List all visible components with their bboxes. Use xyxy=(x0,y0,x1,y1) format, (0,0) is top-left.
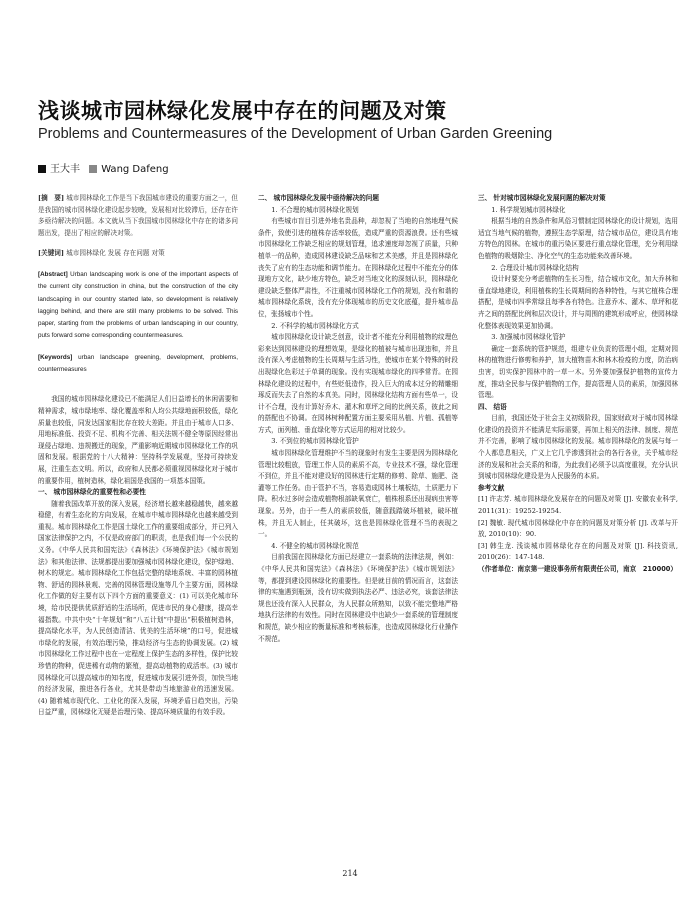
subsection-2-4-paragraph: 目前我国在园林绿化方面已经建立一套系统的法律法规，例如：《中华人民共和国宪法》《森林法》《环境保护法》《城市规划法》等，都提到建设园林绿化的重要性。但是就目前的情况而言，这套法律的实施遇到瓶颈，没有切实做到执法必严、违法必究，该套法律法规也还没有深入人民群众，为人民群众所熟知，以致不能完整地严格地执行法律的有效性。同时在园林建设中也缺少一套系统的管理制度和规范，缺少相应的衡量标准和考核标准，也造成园林绿化行业操作不规范。 xyxy=(258,553,458,643)
section-4-title: 四、 结语 xyxy=(478,402,507,411)
title-zh: 浅谈城市园林绿化发展中存在的问题及对策 xyxy=(38,99,447,123)
square-bullet-icon xyxy=(38,165,46,173)
title-en: Problems and Countermeasures of the Development of Urban Garden Greening xyxy=(38,126,553,142)
author-en: Wang Dafeng xyxy=(101,164,169,175)
keywords-en-text: urban landscape greening, development, problems, countermeasures xyxy=(38,353,238,374)
author-zh: 王大丰 xyxy=(50,164,80,175)
column-1 xyxy=(38,193,238,719)
page-number: 214 xyxy=(342,869,358,878)
subsection-3-1-title: 1. 科学规划城市园林绿化 xyxy=(491,205,566,214)
reference-item: [1] 许志芳. 城市园林绿化发展存在的问题及对策 [J]. 安徽农业科学, 2011(31)：19252-19254. xyxy=(478,495,678,516)
subsection-3-2-title: 2. 合理设计城市园林绿化结构 xyxy=(491,263,579,272)
section-4-paragraph: 目前，我国还处于社会主义初级阶段，国家财政对于城市园林绿化建设的投资并不能满足实际需要，再加上相关的法律、制度、规范并不完善，影响了城市园林绿化的发展。城市园林绿化的发展与每一个人都息息相关，广义上它几乎渗透到社会的各行各业，关乎城市经济的发展和社会关系的和谐，为此我们必须予以高度重视，充分认识到城市园林绿化建设是为人民服务的本质。 xyxy=(478,414,678,481)
keywords-en-label: [Keywords] xyxy=(38,353,73,361)
intro-paragraph: 我国的城市园林绿化建设已不能满足人们日益增长的休闲需要和精神需求，城市绿地率、绿化覆盖率和人均公共绿地面积较低，绿化质量也较低，同发达国家相比存在较大差距。并且由于城市人口多、用地标准低、投资不足、机构不完善、相关法规不健全等原因经常出现侵占绿地、违规搬迁的现象，严重影响近期城市园林绿化工作的巩固和发展。根据党的十八大精神：坚持科学发展观，坚持可持续发展，注重生态文明。所以，政府和人民都必须重视园林绿化对于城市的重要作用，植树造林，绿化祖国是我国的一项基本国策。 xyxy=(38,395,238,485)
column-2 xyxy=(258,193,458,645)
section-1-title: 一、 城市园林绿化的重要性和必要性 xyxy=(38,488,146,497)
section-2-title: 二、 城市园林绿化发展中亟待解决的问题 xyxy=(258,194,379,202)
reference-item: [2] 魏敏. 现代城市园林绿化中存在的问题及对策分析 [J]. 改革与开放, 2010(10)：90. xyxy=(478,518,678,539)
square-bullet-icon xyxy=(89,165,97,173)
subsection-3-3-title: 3. 加强城市园林绿化管护 xyxy=(491,333,566,342)
section-3-title: 三、 针对城市园林绿化发展问题的解决对策 xyxy=(478,194,606,202)
abstract-zh xyxy=(38,193,238,239)
subsection-3-1-paragraph: 根据当地的自然条件和风俗习惯制定园林绿化的设计规划，选用适宜当地气候的植物，遵照生态学原理，结合城市品位，建设具有地方特色的园林。在城市的重污染区要进行重点绿化管理，充分利用绿色植物的吸烟除尘、净化空气的生态功能来改善环境。 xyxy=(478,217,678,260)
subsection-2-1-paragraph: 有些城市盲目引进外地名贵品种，却忽视了当地的自然地理气候条件，致使引进的植株存活率较低，造成严重的资源浪费。还有些城市园林绿化工作缺乏相应的规划管理，追求速度却忽视了质量，只种植单一的品种，造成园林建设缺乏品味和艺术美感，并且是园林绿化丧失了应有的生态功能和调节能力。在园林绿化过程中不能充分的体现地方文化，缺少地方特色，缺乏对当地文化的深刻认识，园林绿化建设缺乏整体严肃性，不注重城市园林绿化工作的规划，没有和谐的城市园林绿化系统，没有充分体现城市的历史文化底蕴，提升城市品位，张扬城市个性。 xyxy=(258,217,458,318)
subsection-2-4-title: 4. 不健全的城市园林绿化规范 xyxy=(271,541,359,550)
subsection-2-3-paragraph: 城市园林绿化管理维护不当的现象时有发生主要是因为园林绿化管理比较粗放，管理工作人员的素质不高，专业技术不强，绿化管理不到位，并且不能对建设好的园林进行定期的修剪、除草、施肥、浇灌等工作任务。由于管护不当，容易造成园林土壤板结，土质肥力下降。积水过多时会造成植物根部缺氧衰亡，植株根系还出现病虫害等现象。另外，由于一些人的素质较低，随意践踏破坏植被，破坏植株，并且无人制止，任其破坏，这也是园林绿化管理不当的表现之一。 xyxy=(258,449,458,539)
subsection-3-3-paragraph: 确定一套系统的管护规范，组建专业负责的管理小组，定期对园林的植物进行修剪和养护，加大植物苗木和林木检疫的力度，防治病虫害，切实保护园林中的一草一木。另外要加强保护植物的宣传力度，推动全民参与保护植物的工作，提高管理人员的素质，加强园林管理。 xyxy=(478,344,678,400)
keywords-zh xyxy=(38,248,238,260)
section-1-paragraph: 随着我国改革开放的深入发展，经济增长越来越稳越快，越来越稳健，有着生态化的方向发展，在城市中城市园林绿化也越来越受到重视。城市园林绿化工作是国土绿化工作的重要组成部分，并已列入国家法律保护之内，不仅是政府部门的职责，也是我们每一个公民的义务。《中华人民共和国宪法》《森林法》《环境保护法》《城市规划法》和其他法律、法规都提出要加强城市园林绿化建设，保护绿地、树木的规定。城市园林绿化工作包括完整的绿地系统、丰富的园林植物、舒适的园林景观、完善的园林管理设施等几个主要方面，园林绿化工作做的好主要有以下四个方面的重要意义：(1) 可以美化城市环境，给市民提供优质舒适的生活场所，促进市民的身心健康，提高幸福指数。中共中央“十年规划”和“八五计划”中提出“积极植树造林，提高绿化水平，为人民创造清洁、优美的生活环境”的口号，促进城市绿化的发展，有效治理污染，推动经济与生态的协调发展。(2) 城市园林绿化工作过程中也在一定程度上保护生态的多样性，保护比较珍惜的物种，促进稀有动物的繁殖，提高动植物的成活率。(3) 城市园林绿化可以提高城市的知名度，促进城市发展引进外资，加快当地的经济发展，推进各行各业，尤其是带动当地旅游业的迅速发展。(4) 随着城市现代化、工业化的深入发展，环境矛盾日趋突出，污染日益严重，园林绿化无疑是治理污染、提高环境质量的有效手段。 xyxy=(38,499,238,717)
authors xyxy=(38,160,169,175)
reference-item: [3] 韩生龙. 浅谈城市园林绿化存在的问题及对策 [J]. 科技资讯, 2010(26)：147-148. xyxy=(478,541,678,562)
references-title: 参考文献 xyxy=(478,483,505,492)
keywords-zh-text: 城市园林绿化 发展 存在问题 对策 xyxy=(66,249,165,258)
keywords-zh-label: [关键词] xyxy=(38,249,65,258)
abstract-en xyxy=(38,269,238,343)
subsection-2-2-title: 2. 不科学的城市园林绿化方式 xyxy=(271,321,359,330)
author-affiliation: （作者单位：南京第一建设事务所有限责任公司，南京 210000） xyxy=(478,565,677,573)
abstract-en-label: [Abstract] xyxy=(38,270,68,278)
subsection-2-2-paragraph: 城市园林绿化设计缺乏创意，设计者不能充分利用植物的纹理色彩来达到园林建设的理想效果，是绿化的植被与城市出现违和，并且没有深入考虑植物的生长周期与生活习性，使城市在某个特殊的时段出现绿化色彩过于单调的现象。没有实现城市绿化的四季常青。在园林绿化建设的过程中，有些贬低造作，投入巨大的成本过分的精雕细琢反而失去了自然的本真美。同时，园林绿化结构方面有些单一，设计不合理，没有计算好乔木、灌木和草坪之间的比例关系，彼此之间的搭配也不协调。在园林树种配置方面主要采用丛植、片植、孤植等方式，面列植、垂直绿化等方式运用的相对比较少。 xyxy=(258,333,458,434)
subsection-2-1-title: 1. 不合理的城市园林绿化规划 xyxy=(271,205,359,214)
subsection-2-3-title: 3. 不到位的城市园林绿化管护 xyxy=(271,437,359,446)
abstract-zh-label: [摘 要] xyxy=(38,194,65,202)
abstract-en-text: Urban landscaping work is one of the important aspects of the current city construction in china, but the construction of the city landscaping in our country started late, so development is relatively lagging behind, and there are still many problems to be solved. This paper, starting from the problems of urban landscaping in our country, puts forward some corresponding countermeasures. xyxy=(38,270,239,340)
keywords-en xyxy=(38,352,238,377)
subsection-3-2-paragraph: 设计时要充分考虑植物的生长习性，结合城市文化，加大乔林和垂直绿地建设，利用植株的生长周期间的各种特性，与其它植株合理搭配，是城市四季常绿且每季各有特色。注意乔木、灌木、草坪和花卉之间的搭配比例和层次设计，并与周围的建筑形成呼应，使园林绿化整体表现效果更加协调。 xyxy=(478,275,678,330)
column-3 xyxy=(478,193,678,576)
abstract-zh-text: 城市园林绿化工作是当下我国城市建设的重要方面之一，但是我国的城市园林绿化建设起步较晚，发展相对比较滞后，还存在许多亟待解决的问题。本文就从当下我国城市园林绿化中存在的诸多问题出发，提出了相应的解决对策。 xyxy=(38,194,238,237)
